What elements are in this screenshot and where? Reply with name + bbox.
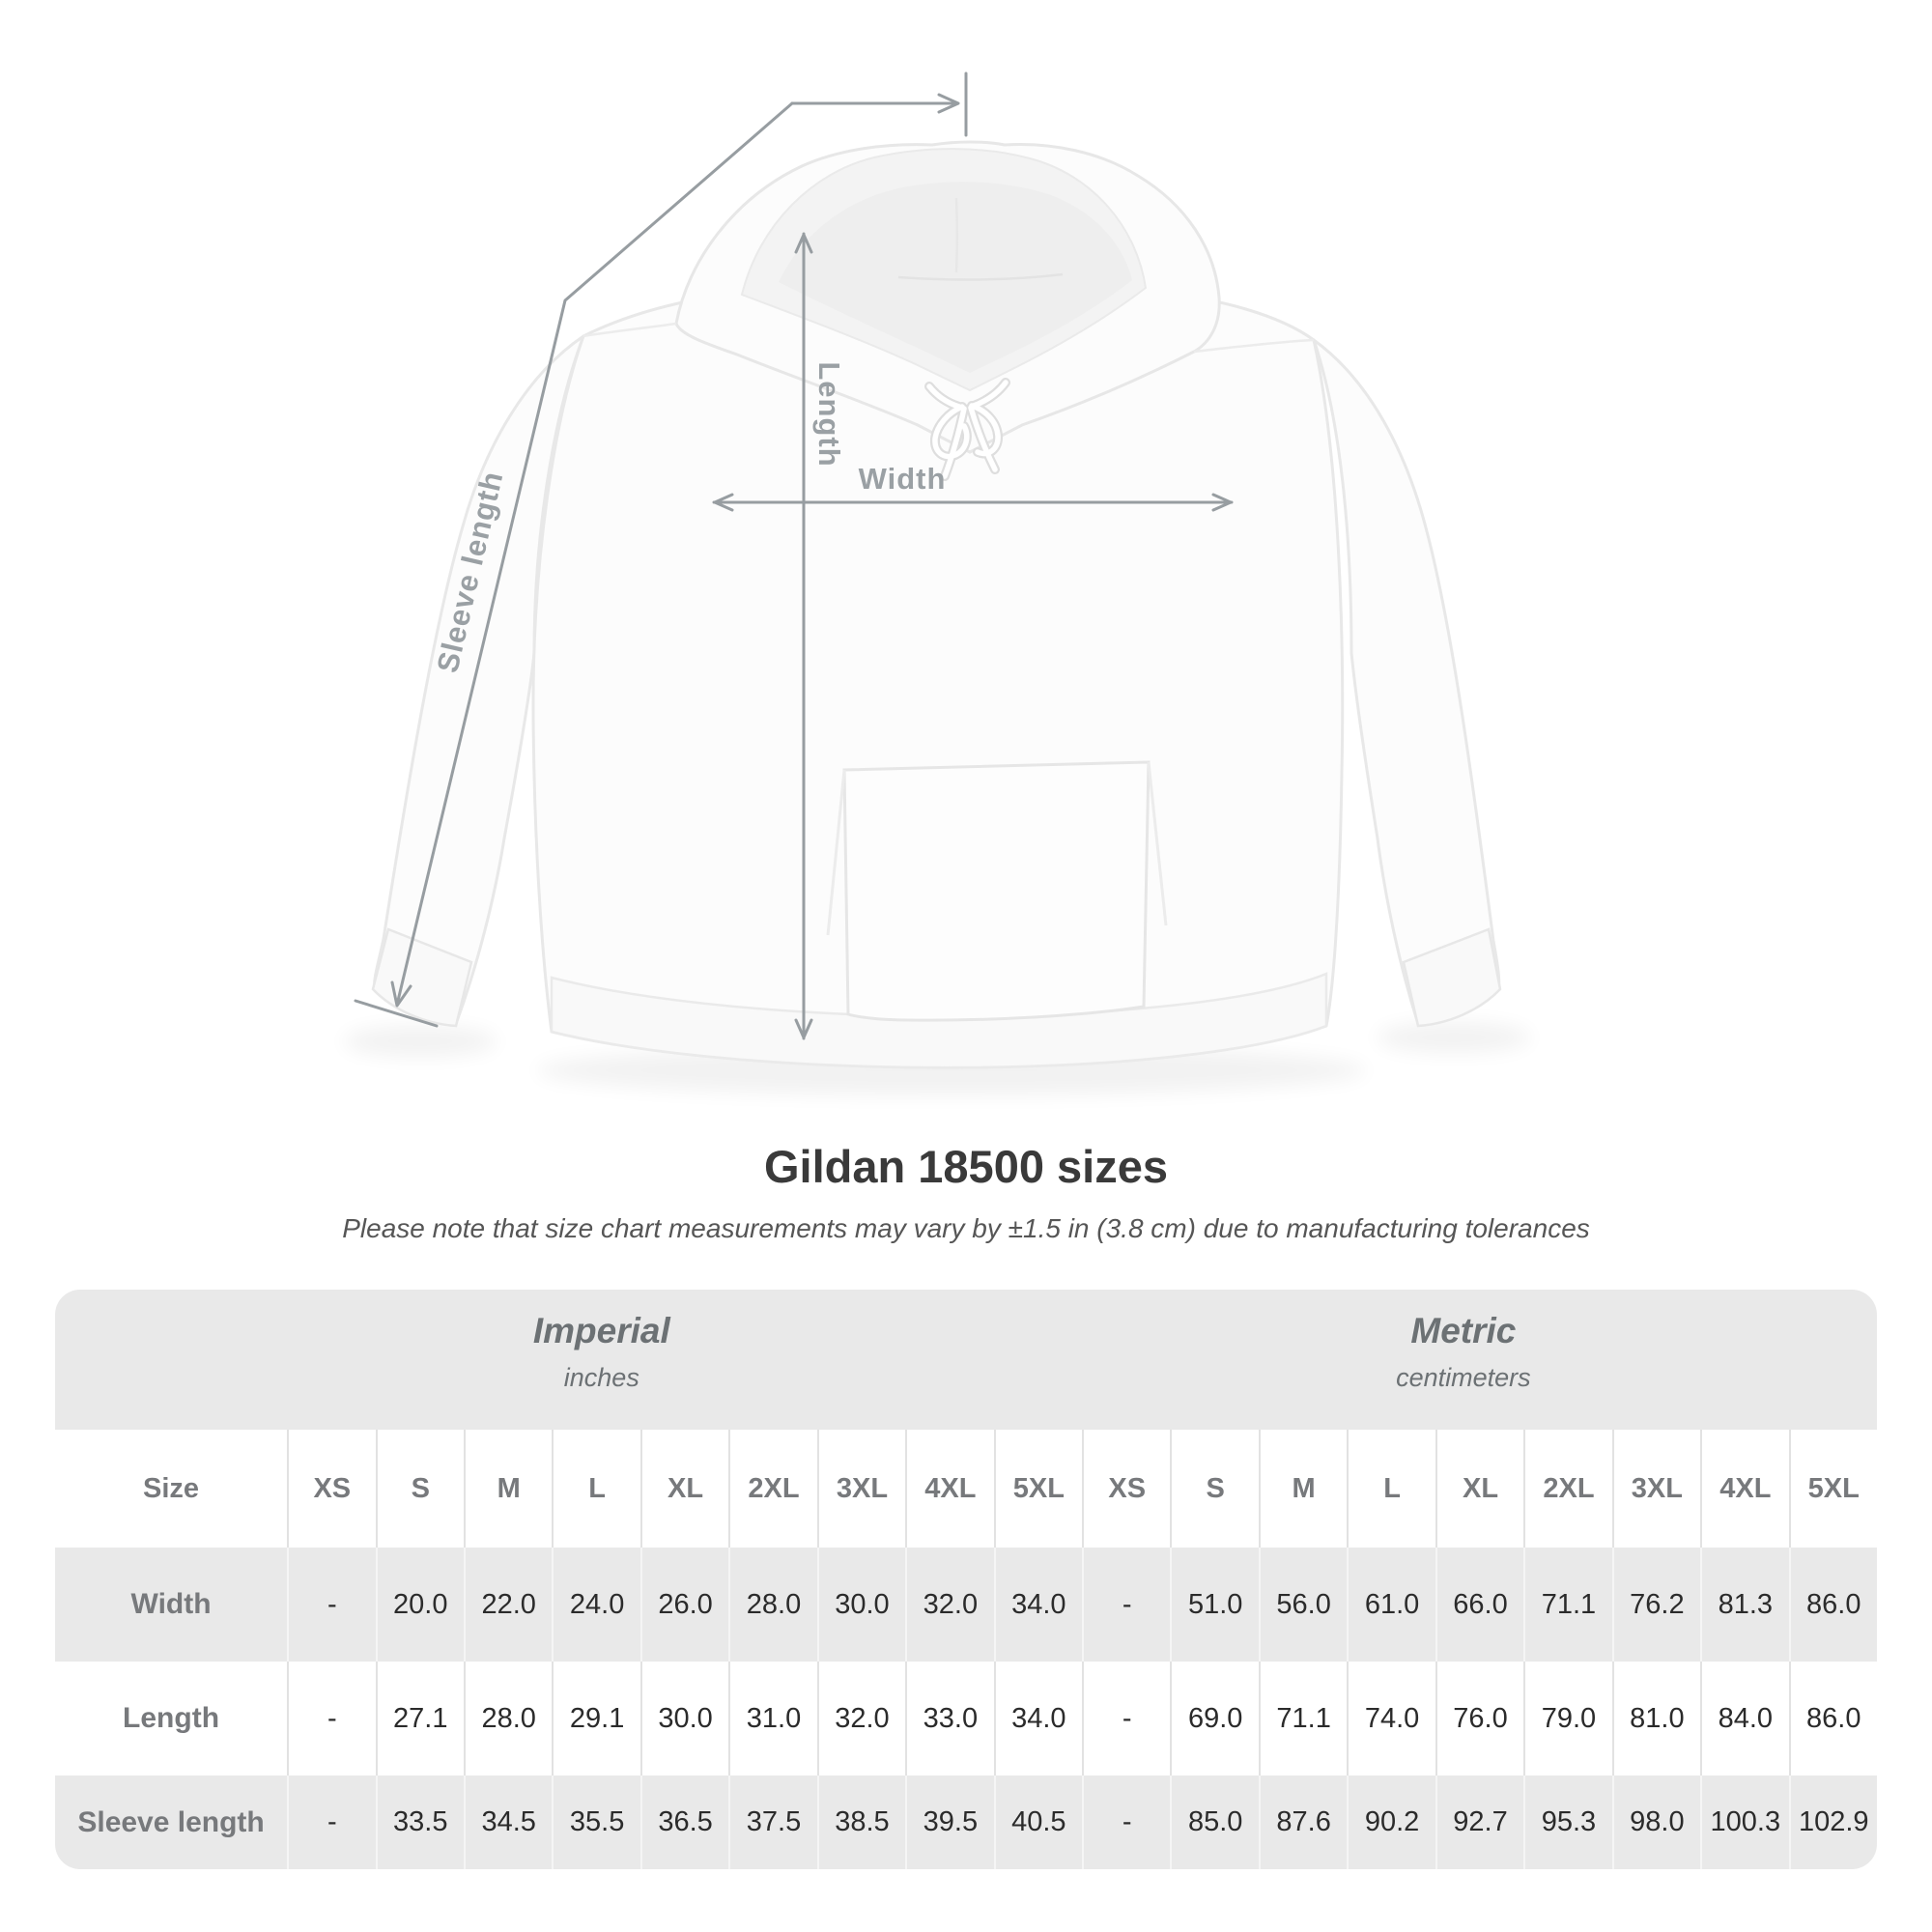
column-header: 5XL [994, 1430, 1082, 1548]
column-header: 5XL [1789, 1430, 1877, 1548]
column-header: XL [1435, 1430, 1523, 1548]
metric-group-header [1396, 1311, 1531, 1393]
table-cell: 76.0 [1435, 1662, 1523, 1776]
sleeve-length-label: Sleeve length [430, 468, 510, 676]
column-header: L [1347, 1430, 1435, 1548]
metric-group-title: Metric [1410, 1311, 1517, 1350]
column-header-size: Size [143, 1472, 200, 1504]
table-cell: 85.0 [1170, 1776, 1258, 1869]
table-cell: 32.0 [817, 1662, 905, 1776]
length-label: Length [812, 361, 846, 468]
table-cell: 34.0 [994, 1548, 1082, 1662]
imperial-group-unit: inches [563, 1363, 639, 1392]
table-cell: 26.0 [640, 1548, 728, 1662]
column-header: 3XL [1612, 1430, 1700, 1548]
column-header: 3XL [817, 1430, 905, 1548]
table-cell: 61.0 [1347, 1548, 1435, 1662]
table-cell: 76.2 [1612, 1548, 1700, 1662]
metric-group-unit: centimeters [1396, 1363, 1531, 1392]
table-cell: 22.0 [464, 1548, 552, 1662]
table-cell: 51.0 [1170, 1548, 1258, 1662]
table-cell: 56.0 [1259, 1548, 1347, 1662]
table-cell: 28.0 [464, 1662, 552, 1776]
table-cell: 36.5 [640, 1776, 728, 1869]
table-cell: 31.0 [728, 1662, 816, 1776]
table-cell: 39.5 [905, 1776, 993, 1869]
column-header: M [464, 1430, 552, 1548]
unit-group-header-row [55, 1290, 1877, 1430]
table-cell: 84.0 [1700, 1662, 1788, 1776]
table-cell: 37.5 [728, 1776, 816, 1869]
table-cell: - [287, 1548, 375, 1662]
column-header: XL [640, 1430, 728, 1548]
column-header: 2XL [1523, 1430, 1611, 1548]
table-cell: 71.1 [1523, 1548, 1611, 1662]
table-cell: 33.0 [905, 1662, 993, 1776]
column-header: L [552, 1430, 639, 1548]
table-cell: 69.0 [1170, 1662, 1258, 1776]
table-cell: - [1082, 1548, 1170, 1662]
column-header: S [376, 1430, 464, 1548]
size-table [55, 1290, 1877, 1869]
table-cell: 66.0 [1435, 1548, 1523, 1662]
table-cell: 79.0 [1523, 1662, 1611, 1776]
table-cell: 74.0 [1347, 1662, 1435, 1776]
table-cell: 32.0 [905, 1548, 993, 1662]
table-row-length [55, 1662, 1877, 1776]
table-cell: 95.3 [1523, 1776, 1611, 1869]
table-cell: 71.1 [1259, 1662, 1347, 1776]
table-cell: 90.2 [1347, 1776, 1435, 1869]
table-cell: 30.0 [817, 1548, 905, 1662]
table-cell: 27.1 [376, 1662, 464, 1776]
table-cell: - [287, 1662, 375, 1776]
imperial-group-header [533, 1311, 670, 1393]
size-header-row [55, 1430, 1877, 1548]
column-header: S [1170, 1430, 1258, 1548]
page-title: Gildan 18500 sizes [763, 1141, 1169, 1192]
column-header: XS [1082, 1430, 1170, 1548]
table-row-sleeve-length [55, 1776, 1877, 1869]
column-header: 2XL [728, 1430, 816, 1548]
kangaroo-pocket [828, 762, 1166, 1020]
row-label: Sleeve length [77, 1805, 265, 1838]
column-header: 4XL [905, 1430, 993, 1548]
table-cell: 24.0 [552, 1548, 639, 1662]
column-header: XS [287, 1430, 375, 1548]
table-cell: 81.3 [1700, 1548, 1788, 1662]
table-cell: 86.0 [1789, 1548, 1877, 1662]
row-label: Width [130, 1588, 212, 1620]
tolerance-note: Please note that size chart measurements may vary by ±1.5 in (3.8 cm) due to manufacturing tolerances [342, 1213, 1590, 1243]
width-label: Width [858, 462, 947, 496]
table-cell: 92.7 [1435, 1776, 1523, 1869]
table-cell: - [1082, 1662, 1170, 1776]
table-cell: 30.0 [640, 1662, 728, 1776]
table-cell: 98.0 [1612, 1776, 1700, 1869]
table-cell: - [287, 1776, 375, 1869]
table-cell: 38.5 [817, 1776, 905, 1869]
table-cell: 28.0 [728, 1548, 816, 1662]
column-header: M [1259, 1430, 1347, 1548]
table-cell: 34.0 [994, 1662, 1082, 1776]
table-row-width [55, 1548, 1877, 1662]
table-cell: 35.5 [552, 1776, 639, 1869]
table-cell: 29.1 [552, 1662, 639, 1776]
table-cell: 40.5 [994, 1776, 1082, 1869]
imperial-group-title: Imperial [532, 1311, 670, 1350]
column-header: 4XL [1700, 1430, 1788, 1548]
table-cell: 81.0 [1612, 1662, 1700, 1776]
row-label: Length [123, 1702, 220, 1734]
table-cell: 87.6 [1259, 1776, 1347, 1869]
table-cell: 20.0 [376, 1548, 464, 1662]
table-cell: 34.5 [464, 1776, 552, 1869]
table-cell: - [1082, 1776, 1170, 1869]
table-cell: 102.9 [1789, 1776, 1877, 1869]
table-cell: 100.3 [1700, 1776, 1788, 1869]
table-cell: 33.5 [376, 1776, 464, 1869]
table-cell: 86.0 [1789, 1662, 1877, 1776]
